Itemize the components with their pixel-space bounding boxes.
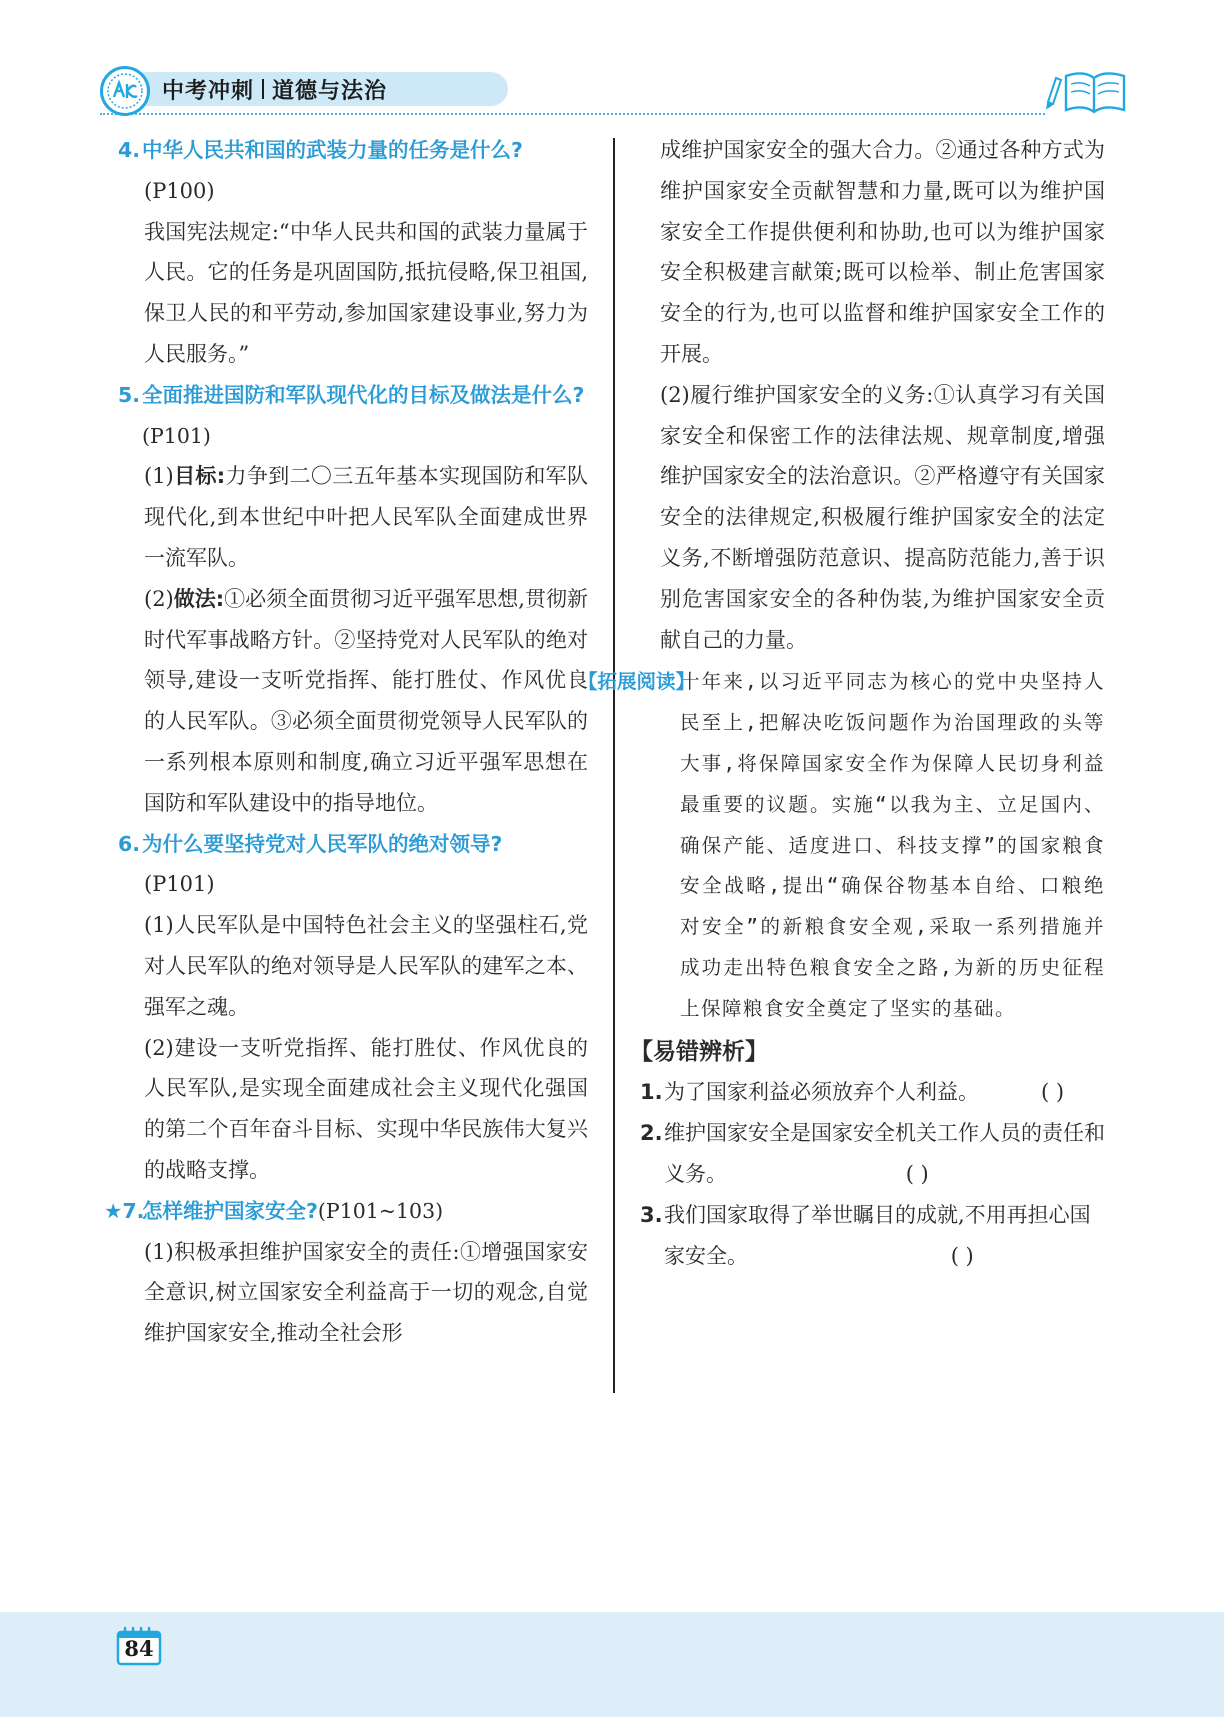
- item-number: 3.: [640, 1202, 663, 1227]
- question-5-answer-2: [118, 579, 588, 824]
- answer-label: 做法:: [173, 586, 225, 611]
- header-tab: [130, 72, 508, 106]
- answer-blank[interactable]: ( ): [905, 1161, 929, 1186]
- answer-label: 目标:: [173, 464, 226, 489]
- right-column: [578, 130, 1105, 1276]
- header-subject: 道德与法治: [272, 78, 388, 104]
- question-number: ★7.: [104, 1198, 145, 1223]
- extended-reading-text: 十年来,以习近平同志为核心的党中央坚持人民至上,把解决吃饭问题作为治国理政的头等大事,将保障国家安全作为保障人民切身利益最重要的议题。实施“以我为主、立足国内、确保产能、适度进口、科技支撑”的国家粮食安全战略,提出“确保谷物基本自给、口粮绝对安全”的新粮食安全观,采取一系列措施并成功走出特色粮食安全之路,为新的历史征程上保障粮食安全奠定了坚实的基础。: [680, 670, 1105, 1020]
- error-item-1: [640, 1072, 1105, 1113]
- item-text: 我们国家取得了举世瞩目的成就,不用再担心国家安全。: [664, 1202, 1091, 1268]
- answer-prefix: (1): [144, 464, 174, 489]
- page-number: 84: [124, 1636, 154, 1661]
- left-column: [104, 130, 589, 1354]
- question-7-title: [104, 1191, 588, 1232]
- error-analysis-title: 【易错辨析】: [630, 1038, 768, 1065]
- question-6-answer-2: (2)建设一支听党指挥、能打胜仗、作风优良的人民军队,是实现全面建成社会主义现代化强国的第二个百年奋斗目标、实现中华民族伟大复兴的战略支撑。: [144, 1035, 588, 1182]
- question-4-title: [118, 130, 588, 171]
- question-5-answer-1: [118, 456, 588, 578]
- item-text: 为了国家利益必须放弃个人利益。: [664, 1080, 979, 1105]
- question-7-answer-2: (2)履行维护国家安全的义务:①认真学习有关国家安全和保密工作的法律法规、规章制度,增强维护国家安全的法治意识。②严格遵守有关国家安全的法律规定,积极履行维护国家安全的法定义务,不断增强防范意识、提高防范能力,善于识别危害国家安全的各种伪装,为维护国家安全贡献自己的力量。: [660, 382, 1105, 652]
- question-6-answer-1: (1)人民军队是中国特色社会主义的坚强柱石,党对人民军队的绝对领导是人民军队的建军之本、强军之魂。: [144, 913, 588, 1019]
- answer-text: ①必须全面贯彻习近平强军思想,贯彻新时代军事战略方针。②坚持党对人民军队的绝对领导,建设一支听党指挥、能打胜仗、作风优良的人民军队。③必须全面贯彻党领导人民军队的一系列根本原则和制度,确立习近平强军思想在国防和军队建设中的指导地位。: [144, 586, 588, 815]
- answer-blank[interactable]: ( ): [1041, 1080, 1065, 1105]
- question-text: 全面推进国防和军队现代化的目标及做法是什么?: [142, 382, 585, 407]
- series-logo-icon: [100, 66, 150, 116]
- item-number: 2.: [640, 1121, 663, 1146]
- item-number: 1.: [640, 1080, 663, 1105]
- question-6-title: [118, 824, 588, 865]
- question-number: 5.: [118, 382, 141, 407]
- extended-reading: [578, 662, 1105, 1029]
- error-item-2: [640, 1113, 1105, 1195]
- answer-blank[interactable]: ( ): [950, 1243, 974, 1268]
- question-text: 中华人民共和国的武装力量的任务是什么?: [142, 138, 523, 162]
- answer-text: 力争到二〇三五年基本实现国防和军队现代化,到本世纪中叶把人民军队全面建成世界一流军队。: [144, 464, 589, 570]
- answer-prefix: (2): [144, 586, 174, 611]
- pen-and-book-icon: [1042, 62, 1130, 118]
- question-7-answer-1-cont: 成维护国家安全的强大合力。②通过各种方式为维护国家安全贡献智慧和力量,既可以为维护国家安全工作提供便利和协助,也可以为维护国家安全积极建言献策;既可以检举、制止危害国家安全的行为,也可以监督和维护国家安全工作的开展。: [660, 138, 1105, 366]
- question-5-title: [118, 375, 588, 457]
- header-separator: [262, 79, 264, 99]
- question-number: 4.: [118, 138, 141, 162]
- question-7-answer-1-start: (1)积极承担维护国家安全的责任:①增强国家安全意识,树立国家安全利益高于一切的观念,自觉维护国家安全,推动全社会形: [144, 1239, 588, 1346]
- question-number: 6.: [118, 831, 141, 856]
- question-6-page-ref: (P101): [144, 872, 215, 897]
- item-text: 维护国家安全是国家安全机关工作人员的责任和义务。: [664, 1121, 1105, 1186]
- header-dotted-rule: [100, 113, 1045, 115]
- error-item-3: [640, 1195, 1105, 1277]
- question-text: 为什么要坚持党对人民军队的绝对领导?: [142, 831, 503, 856]
- question-4-page-ref: (P100): [144, 178, 215, 203]
- question-text: 怎样维护国家安全?: [142, 1198, 318, 1223]
- header-series: 中考冲刺: [162, 78, 255, 104]
- question-page-ref: (P101~103): [317, 1198, 444, 1223]
- footer-band: [0, 1612, 1224, 1717]
- question-page-ref: (P101): [142, 423, 211, 448]
- question-4-answer: 我国宪法规定:“中华人民共和国的武装力量属于人民。它的任务是巩固国防,抵抗侵略,保卫祖国,保卫人民的和平劳动,参加国家建设事业,努力为人民服务。”: [144, 219, 588, 366]
- page-header: [100, 62, 1130, 124]
- column-divider: [613, 138, 615, 1393]
- extended-reading-label: 【拓展阅读】: [578, 670, 696, 694]
